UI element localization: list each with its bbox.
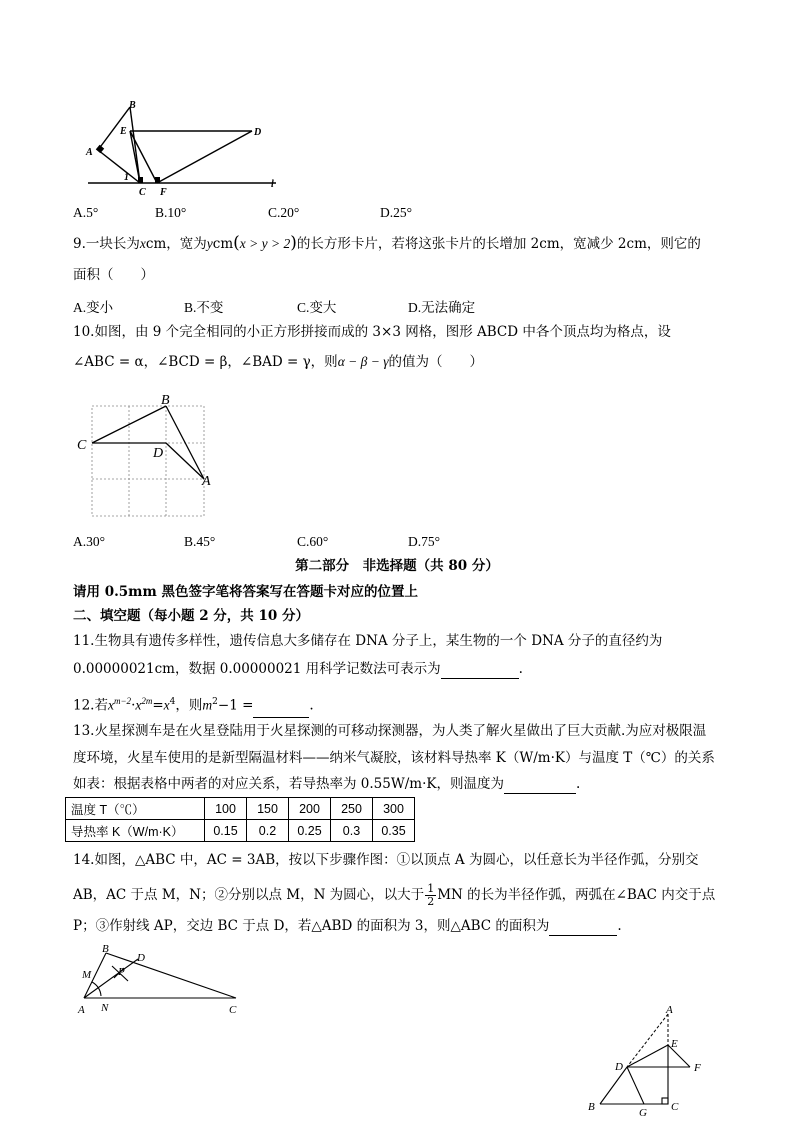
q9-option-a: A.变小 [73, 300, 114, 315]
q15-label-D: D [615, 1061, 623, 1073]
q12-line: 12.若$x^{m-2}\cdot x^{2m}=x^4$，则$m^2-1$ = . [73, 690, 314, 718]
q9-option-c: C.变大 [297, 300, 337, 315]
q10-label-C: C [77, 438, 87, 453]
q10-label-B: B [161, 393, 170, 408]
q10-option-c: C.60° [297, 534, 329, 549]
q10-label-D: D [153, 446, 164, 461]
q15-figure [580, 998, 720, 1120]
q15-label-B: B [588, 1101, 595, 1113]
table-cell: 200 [289, 798, 331, 820]
table-cell: 导热率 K（W/m·K） [66, 820, 205, 842]
q14-line3: P；③作射线 AP，交边 BC 于点 D，若△ABD 的面积为 3，则△ABC 的面积为 . [73, 918, 622, 934]
q9-option-b: B.不变 [184, 300, 224, 315]
q15-label-E: E [671, 1038, 678, 1050]
q15-label-G: G [639, 1107, 647, 1119]
q14-label-A: A [78, 1004, 85, 1016]
table-cell: 0.3 [331, 820, 373, 842]
q10-grid-figure [72, 390, 222, 520]
q14-label-B: B [102, 943, 109, 955]
q14-label-N: N [101, 1002, 109, 1014]
table-cell: 300 [373, 798, 415, 820]
q13-line3: 如表：根据表格中两者的对应关系，若导热率为 0.55W/m·K，则温度为 . [73, 776, 581, 792]
q8-figure [84, 98, 284, 198]
q15-label-F: F [694, 1062, 701, 1074]
table-cell: 0.25 [289, 820, 331, 842]
fig8-label-C: C [139, 187, 146, 198]
table-cell: 100 [205, 798, 247, 820]
q11-answer-blank[interactable] [441, 660, 519, 679]
q9-line2: 面积（ ） [73, 267, 154, 283]
q15-label-A: A [666, 1004, 673, 1016]
q9-option-d: D.无法确定 [408, 300, 476, 315]
q10-option-a: A.30° [73, 534, 106, 549]
table-row [66, 798, 415, 820]
q8-option-a: A.5° [73, 205, 99, 220]
part2-instruction: 请用 0.5mm 黑色签字笔将答案写在答题卡对应的位置上 [73, 584, 418, 600]
q13-line1: 13.火星探测车是在火星登陆用于火星探测的可移动探测器，为人类了解火星做出了巨大贡献.为应对极限温 [73, 723, 707, 739]
q9-line1: 9.一块长为xcm，宽为ycm(x > y > 2)的长方形卡片，若将这张卡片的长增加 2cm，宽减少 2cm，则它的 [73, 233, 701, 253]
q10-line1: 10.如图，由 9 个完全相同的小正方形拼接而成的 3×3 网格，图形 ABCD 中各个顶点均为格点，设 [73, 324, 671, 340]
table-row [66, 820, 415, 842]
one-half-fraction: $\frac{1}{2}$ [427, 882, 435, 908]
table-cell: 0.15 [205, 820, 247, 842]
q8-option-c: C.20° [268, 205, 300, 220]
q14-label-M: M [82, 969, 92, 981]
q13-table [65, 797, 415, 842]
table-cell: 0.35 [373, 820, 415, 842]
fig8-label-l: l [271, 179, 274, 190]
q11-line1: 11.生物具有遗传多样性，遗传信息大多储存在 DNA 分子上，某生物的一个 DNA 分子的直径约为 [73, 633, 663, 649]
q10-label-A: A [202, 474, 211, 489]
table-cell: 温度 T（℃） [66, 798, 205, 820]
q12-answer-blank[interactable] [253, 695, 309, 718]
q10-option-d: D.75° [408, 534, 441, 549]
fig8-label-F: F [160, 187, 167, 198]
q13-answer-blank[interactable] [504, 775, 576, 794]
fig8-label-E: E [120, 126, 127, 137]
fig8-label-D: D [254, 127, 262, 138]
q13-line2: 度环境，火星车使用的是新型隔温材料——纳米气凝胶，该材料导热率 K（W/m·K）与温度 T（℃）的关系 [73, 750, 715, 766]
q14-line1: 14.如图，△ABC 中，AC = 3AB，按以下步骤作图：①以顶点 A 为圆心，以任意长为半径作弧，分别交 [73, 852, 699, 868]
q15-label-C: C [671, 1101, 679, 1113]
fig8-label-B: B [129, 100, 136, 111]
q10-line2: ∠ABC = α，∠BCD = β，∠BAD = γ，则α − β − γ的值为（ ） [73, 354, 484, 370]
q14-label-P: P [118, 966, 125, 978]
q11-line2: 0.00000021cm，数据 0.00000021 用科学记数法可表示为 . [73, 661, 523, 677]
q14-label-C: C [229, 1004, 237, 1016]
fig8-label-A: A [86, 147, 93, 158]
q8-option-b: B.10° [155, 205, 187, 220]
q8-option-d: D.25° [380, 205, 413, 220]
fig8-label-1: 1 [124, 172, 129, 183]
q14-label-D: D [137, 952, 145, 964]
section-title-fill-in: 二、填空题（每小题 2 分，共 10 分） [73, 608, 309, 624]
q14-line2: AB，AC 于点 M，N；②分别以点 M，N 为圆心，以大于 $\frac{1}{2}$ MN 的长为半径作弧，两弧在∠BAC 内交于点 [73, 882, 716, 908]
table-cell: 250 [331, 798, 373, 820]
q10-option-b: B.45° [184, 534, 216, 549]
table-cell: 150 [247, 798, 289, 820]
q14-figure [74, 938, 244, 1018]
part2-title: 第二部分 非选择题（共 80 分） [295, 558, 499, 574]
q14-answer-blank[interactable] [549, 917, 617, 936]
table-cell: 0.2 [247, 820, 289, 842]
